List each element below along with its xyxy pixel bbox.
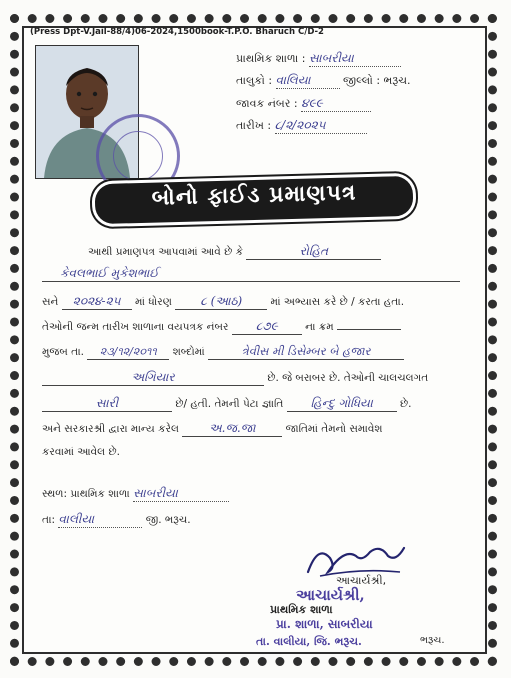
footer-taluka-row: તા: વાલીયા જી. ભરૂચ. bbox=[42, 512, 191, 526]
district-label: જીલ્લો : ભરૂચ. bbox=[343, 74, 411, 87]
header-outward-row: જાવક નંબર : ૪૯૯ bbox=[236, 96, 371, 112]
dob-in-words-1: ત્રેવીસ મી ડિસેમ્બર બે હજાર bbox=[208, 344, 404, 360]
press-line: (Press Dpt-V.Jail-88/4)06-2024,1500book-T.P.O. Bharuch C/D-2 bbox=[30, 27, 324, 37]
category-value: અ.જ.જા bbox=[182, 421, 282, 437]
place-value: સાબરીયા bbox=[133, 486, 229, 502]
body-line-7: સારી છે/ હતી. તેમની પેટા જ્ઞાતિ હિન્દુ ગોધિયા છે. bbox=[42, 396, 412, 412]
printed-bharuch: ભરૂચ. bbox=[420, 635, 445, 646]
standard-value: ૮ (આઠ) bbox=[175, 294, 267, 310]
principal-printed-label: આચાર્યશ્રી, bbox=[336, 574, 387, 587]
body-line-1: આથી પ્રમાણપત્ર આપવામાં આવે છે કે રોહિત bbox=[88, 244, 381, 260]
student-name-first: રોહિત bbox=[246, 244, 381, 260]
body-line-3: સને ૨૦૨૪-૨૫ માં ધોરણ ૮ (આઠ) માં અભ્યાસ કરે છે / કરતા હતા. bbox=[42, 294, 405, 308]
student-name-rest: કેવલભાઈ મુકેશભાઈ bbox=[42, 266, 460, 282]
body-line-4: તેઓની જન્મ તારીખ શાળાના વયપત્રક નંબર ૮૭૯ ના ક્રમ bbox=[42, 319, 401, 335]
body-line-8: અને સરકારશ્રી દ્વારા માન્ય કરેલ અ.જ.જા જાતિમાં તેમનો સમાવેશ bbox=[42, 421, 383, 435]
header-school-row: પ્રાથમિક શાળા : સાબરીયા bbox=[236, 51, 401, 67]
body-line-2 bbox=[42, 266, 460, 282]
body-line-5: મુજબ તા. ૨૩/૧૨/૨૦૧૧ શબ્દોમાં ત્રેવીસ મી ડિસેમ્બર બે હજાર bbox=[42, 344, 404, 360]
footer-taluka-value: વાલીયા bbox=[58, 512, 142, 528]
dob-in-words-2: અગિયાર bbox=[42, 370, 264, 386]
certificate-title: બોનો ફાઈડ પ્રમાણપત્ર bbox=[151, 180, 357, 211]
seal-line-2: પ્રાથમિક શાળા bbox=[270, 603, 333, 616]
header-date: ૮/૨/૨૦૨૫ bbox=[275, 118, 367, 134]
sub-caste-value: હિન્દુ ગોધિયા bbox=[287, 396, 397, 412]
academic-year: ૨૦૨૪-૨૫ bbox=[62, 294, 132, 310]
body-line-6: અગિયાર છે. જે બરાબર છે. તેઓની ચાલચલગત bbox=[42, 370, 428, 386]
taluka-value: વાલિયા bbox=[276, 73, 340, 89]
school-value: સાબરીયા bbox=[309, 51, 401, 67]
footer-place-row: સ્થળ: પ્રાથમિક શાળા સાબરીયા bbox=[42, 486, 229, 502]
date-of-birth: ૨૩/૧૨/૨૦૧૧ bbox=[87, 345, 169, 360]
seal-line-3: પ્રા. શાળા, સાબરીયા bbox=[276, 617, 373, 631]
register-number: ૮૭૯ bbox=[232, 319, 302, 335]
header-date-row: તારીખ : ૮/૨/૨૦૨૫ bbox=[236, 118, 367, 134]
seal-line-4: તા. વાલીયા, જિ. ભરૂચ. bbox=[256, 635, 362, 648]
seal-line-1: આચાર્યશ્રી, bbox=[296, 586, 365, 604]
outward-number: ૪૯૯ bbox=[301, 96, 371, 112]
body-line-9: કરવામાં આવેલ છે. bbox=[42, 446, 120, 458]
conduct-value: સારી bbox=[42, 396, 172, 412]
header-taluka-row: તાલુકો : વાલિયા જીલ્લો : ભરૂચ. bbox=[236, 73, 411, 87]
